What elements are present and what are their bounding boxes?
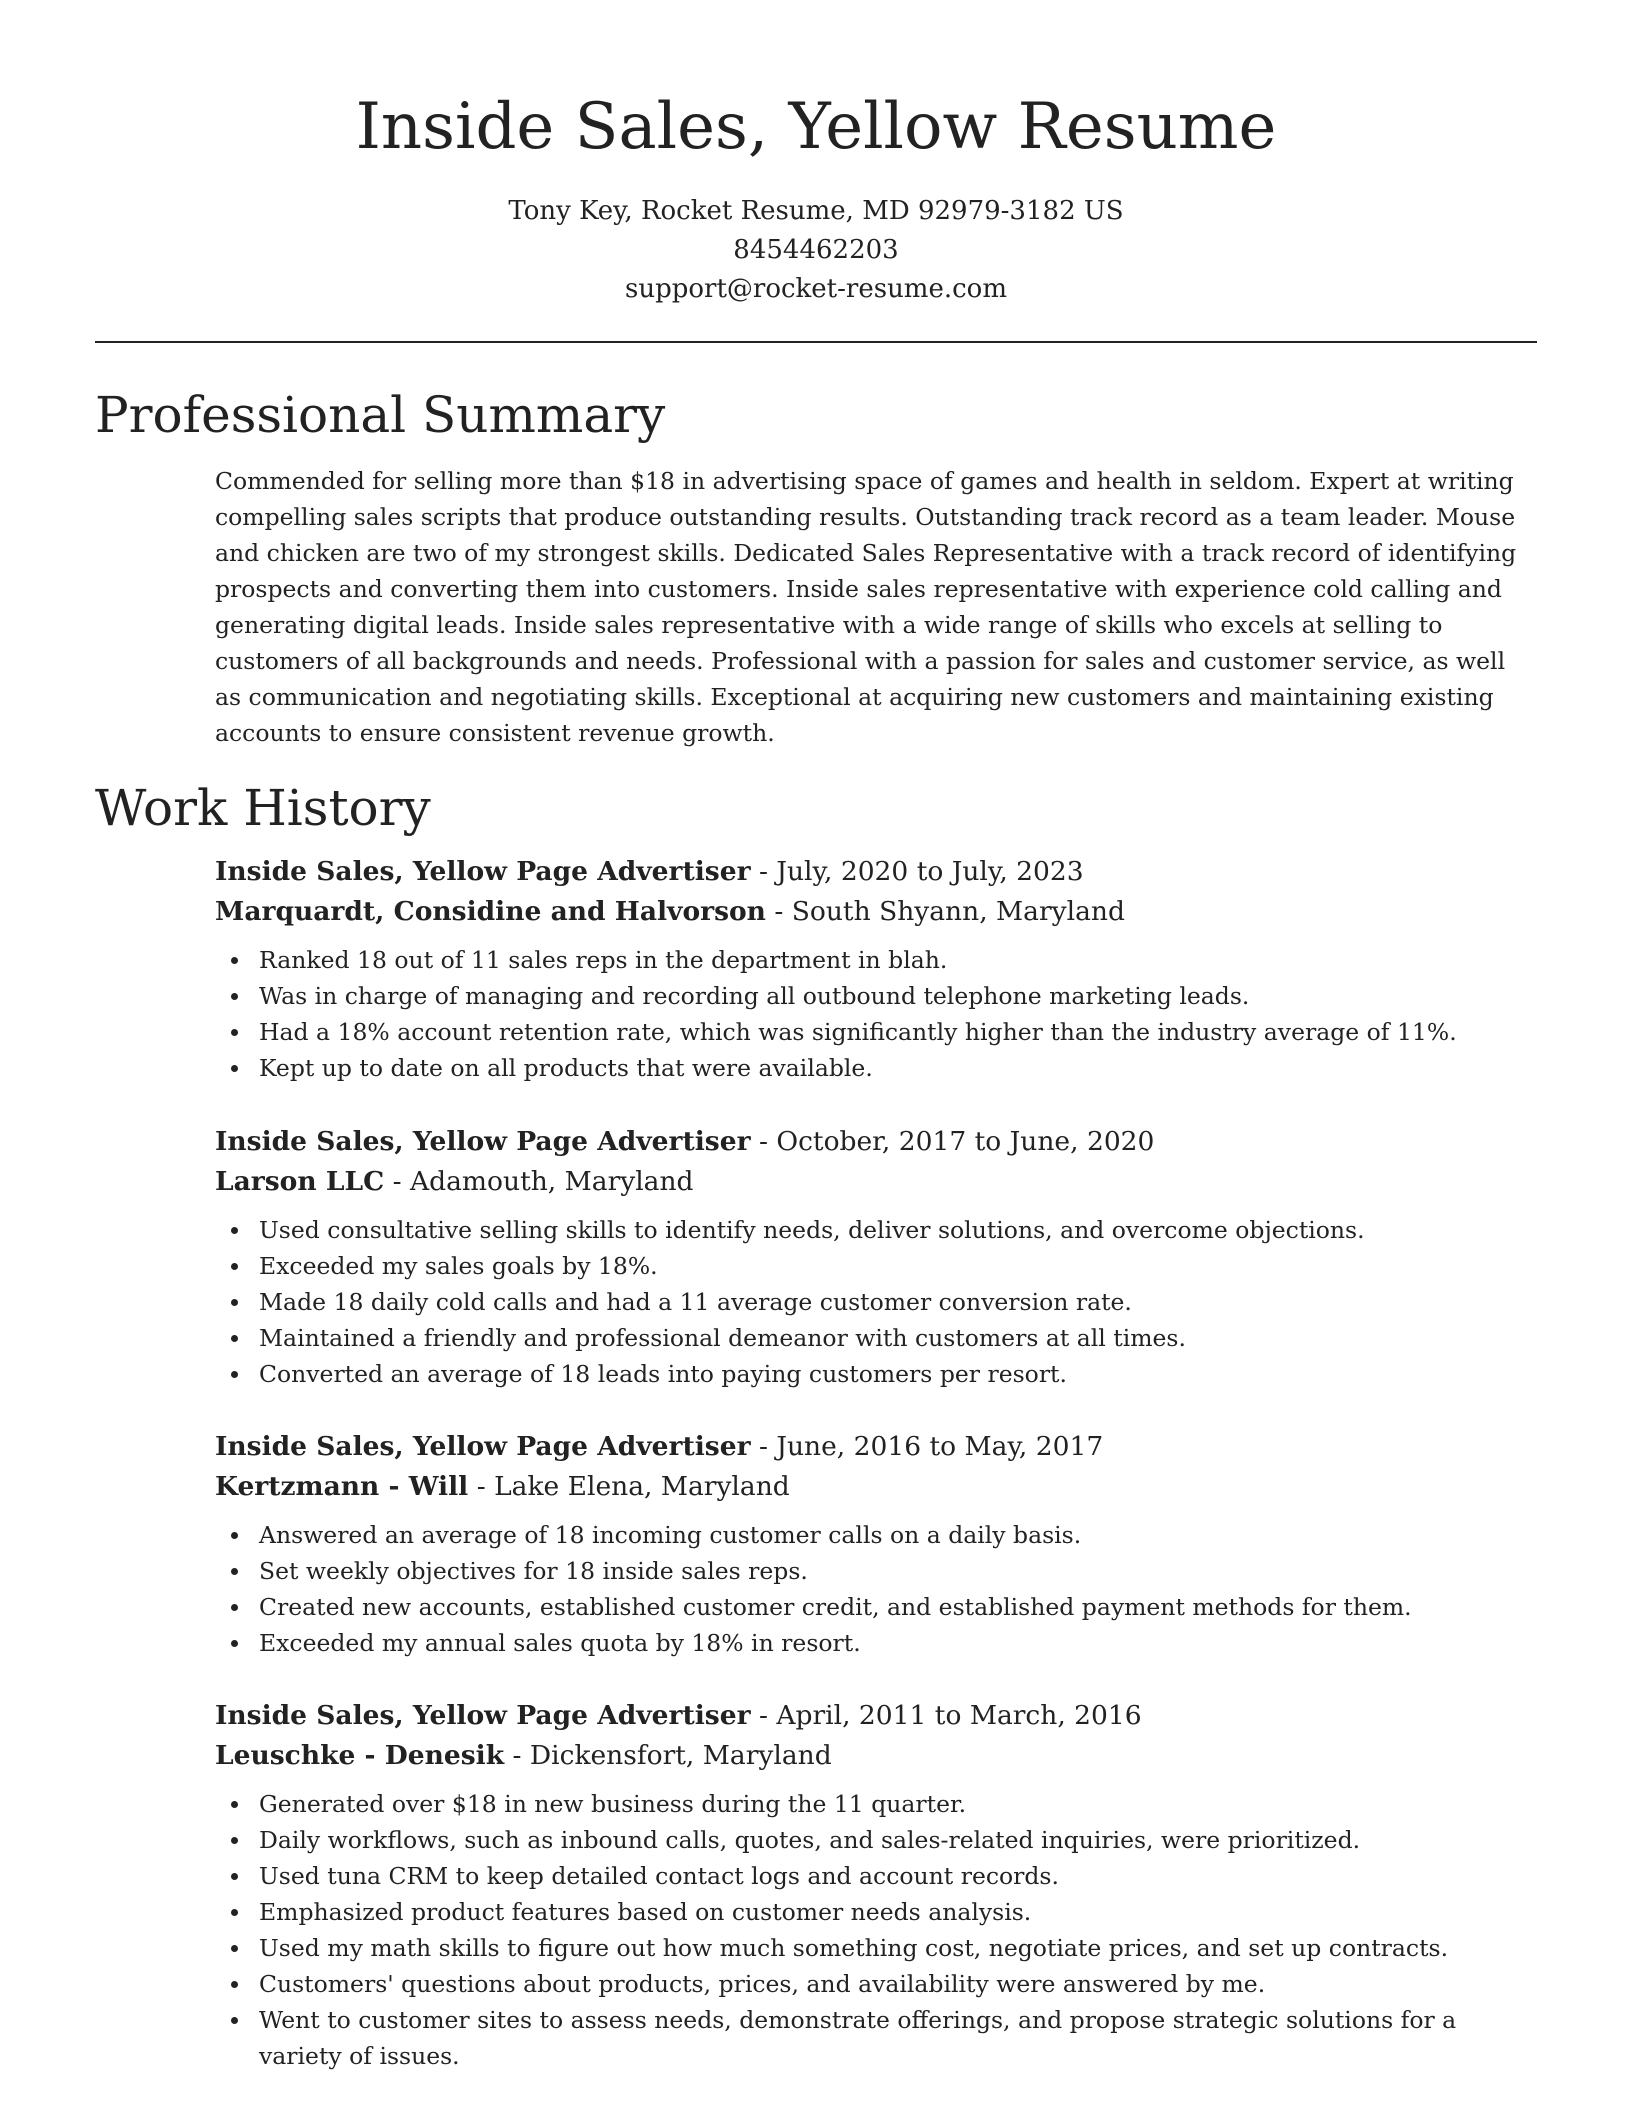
job-bullet: Exceeded my sales goals by 18%.: [259, 1248, 1545, 1284]
job-bullets: [215, 942, 1545, 1086]
job-title-line: [215, 1427, 1545, 1467]
job-dates: - June, 2016 to May, 2017: [750, 1431, 1104, 1462]
job-company: Leuschke - Denesik: [215, 1740, 505, 1771]
job-entry: [215, 1696, 1545, 2074]
job-title-line: [215, 852, 1545, 892]
job-bullet: Used my math skills to figure out how much something cost, negotiate prices, and set up contracts.: [259, 1930, 1545, 1966]
job-bullets: [215, 1786, 1545, 2074]
job-bullet: Maintained a friendly and professional demeanor with customers at all times.: [259, 1320, 1545, 1356]
job-title-line: [215, 1696, 1545, 1736]
job-bullet: Answered an average of 18 incoming customer calls on a daily basis.: [259, 1517, 1545, 1553]
job-company-line: [215, 1467, 1545, 1507]
job-bullet: Emphasized product features based on customer needs analysis.: [259, 1894, 1545, 1930]
job-bullet: Ranked 18 out of 11 sales reps in the department in blah.: [259, 942, 1545, 978]
professional-summary-text: Commended for selling more than $18 in advertising space of games and health in seldom. Expert at writing compelling sales scripts that produce outstanding results. Outstanding track record as a team leader. Mouse and chicken are two of my strongest skills. Dedicated Sales Representative with a track record of identifying prospects and converting them into customers. Inside sales representative with experience cold calling and generating digital leads. Inside sales representative with a wide range of skills who excels at selling to customers of all backgrounds and needs. Professional with a passion for sales and customer service, as well as communication and negotiating skills. Exceptional at acquiring new customers and maintaining existing accounts to ensure consistent revenue growth.: [215, 467, 1517, 747]
job-location: - Dickensfort, Maryland: [504, 1740, 832, 1771]
job-bullet: Set weekly objectives for 18 inside sales reps.: [259, 1553, 1545, 1589]
job-position: Inside Sales, Yellow Page Advertiser: [215, 1126, 751, 1157]
job-position: Inside Sales, Yellow Page Advertiser: [215, 1700, 751, 1731]
job-bullets: [215, 1212, 1545, 1392]
work-history-heading: Work History: [95, 779, 431, 837]
job-entry: [215, 1427, 1545, 1661]
job-position: Inside Sales, Yellow Page Advertiser: [215, 856, 751, 887]
job-bullet: Created new accounts, established customer credit, and established payment methods for them.: [259, 1589, 1545, 1625]
job-bullet: Converted an average of 18 leads into paying customers per resort.: [259, 1356, 1545, 1392]
job-entry: [215, 852, 1545, 1086]
job-company-line: [215, 1736, 1545, 1776]
job-bullet: Daily workflows, such as inbound calls, quotes, and sales-related inquiries, were prioritized.: [259, 1822, 1545, 1858]
job-title-line: [215, 1122, 1545, 1162]
job-bullet: Was in charge of managing and recording all outbound telephone marketing leads.: [259, 978, 1545, 1014]
professional-summary-heading: Professional Summary: [95, 386, 666, 444]
job-location: - South Shyann, Maryland: [765, 896, 1125, 927]
job-company: Kertzmann - Will: [215, 1471, 469, 1502]
job-bullets: [215, 1517, 1545, 1661]
job-dates: - October, 2017 to June, 2020: [750, 1126, 1155, 1157]
job-company-line: [215, 1162, 1545, 1202]
job-bullet: Exceeded my annual sales quota by 18% in resort.: [259, 1625, 1545, 1661]
contact-email: support@rocket-resume.com: [624, 274, 1007, 304]
job-dates: - July, 2020 to July, 2023: [750, 856, 1084, 887]
job-bullet: Had a 18% account retention rate, which was significantly higher than the industry average of 11%.: [259, 1014, 1545, 1050]
job-location: - Lake Elena, Maryland: [468, 1471, 790, 1502]
job-bullet: Went to customer sites to assess needs, demonstrate offerings, and propose strategic solutions for a variety of issues.: [259, 2002, 1545, 2074]
job-location: - Adamouth, Maryland: [384, 1166, 694, 1197]
job-dates: - April, 2011 to March, 2016: [750, 1700, 1142, 1731]
job-bullet: Made 18 daily cold calls and had a 11 average customer conversion rate.: [259, 1284, 1545, 1320]
resume-name: Inside Sales, Yellow Resume: [355, 90, 1277, 164]
job-company: Larson LLC: [215, 1166, 385, 1197]
job-company-line: [215, 892, 1545, 932]
job-bullet: Kept up to date on all products that were available.: [259, 1050, 1545, 1086]
job-bullet: Customers' questions about products, prices, and availability were answered by me.: [259, 1966, 1545, 2002]
job-bullet: Used consultative selling skills to identify needs, deliver solutions, and overcome objections.: [259, 1212, 1545, 1248]
contact-info: [0, 192, 1632, 309]
job-entry: [215, 1122, 1545, 1392]
header-divider: [95, 341, 1537, 343]
contact-address: Tony Key, Rocket Resume, MD 92979-3182 US: [508, 196, 1124, 226]
job-company: Marquardt, Considine and Halvorson: [215, 896, 766, 927]
contact-phone: 8454462203: [733, 235, 899, 265]
job-bullet: Used tuna CRM to keep detailed contact logs and account records.: [259, 1858, 1545, 1894]
job-position: Inside Sales, Yellow Page Advertiser: [215, 1431, 751, 1462]
job-bullet: Generated over $18 in new business during the 11 quarter.: [259, 1786, 1545, 1822]
